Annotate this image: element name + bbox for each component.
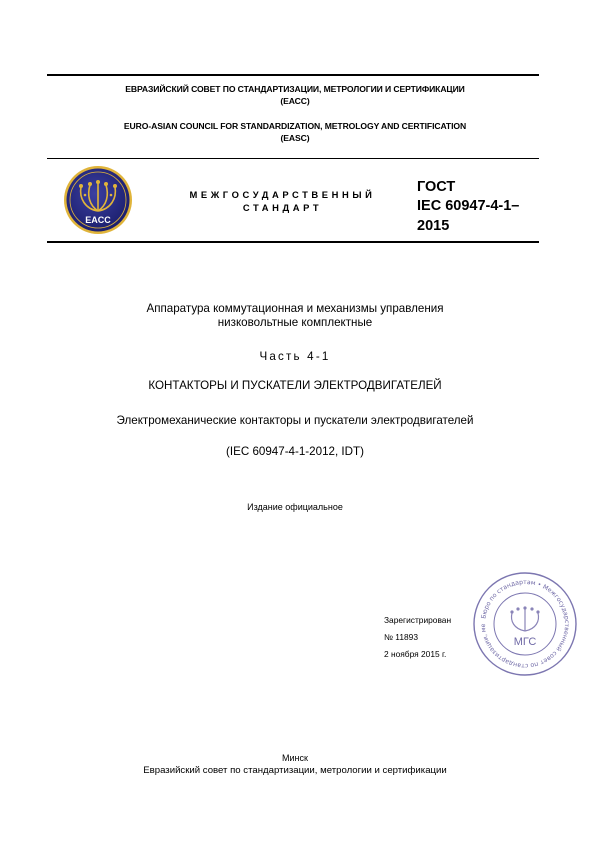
footer-city: Минск — [282, 753, 308, 763]
header-bottom-rule — [47, 241, 539, 243]
title-line2: низковольтные комплектные — [217, 316, 373, 329]
gost-number-line2: 2015 — [417, 218, 450, 234]
registration-label: Зарегистрирован — [384, 615, 452, 625]
stamp-seal-icon — [470, 569, 580, 679]
registration-date: 2 ноября 2015 г. — [384, 649, 447, 659]
registration-number: № 11893 — [384, 632, 418, 642]
title-iec-ref: (IEC 60947-4-1-2012, IDT) — [226, 445, 364, 458]
logo-label: EACC — [85, 215, 111, 225]
gost-label: ГОСТ — [417, 179, 456, 195]
eacc-logo-icon — [63, 165, 133, 235]
title-part: Часть 4-1 — [259, 350, 331, 363]
gost-number-line1: IEC 60947-4-1– — [417, 198, 520, 214]
footer-publisher: Евразийский совет по стандартизации, метрологии и сертификации — [143, 765, 447, 776]
title-main: КОНТАКТОРЫ И ПУСКАТЕЛИ ЭЛЕКТРОДВИГАТЕЛЕЙ — [148, 379, 442, 392]
top-rule — [47, 74, 539, 76]
council-ru-abbr: (ЕАСС) — [280, 96, 310, 106]
standard-type-line2: СТАНДАРТ — [242, 202, 323, 213]
title-subtitle: Электромеханические контакторы и пускатели электродвигателей — [116, 414, 474, 427]
council-ru-name: ЕВРАЗИЙСКИЙ СОВЕТ ПО СТАНДАРТИЗАЦИИ, МЕТРОЛОГИИ И СЕРТИФИКАЦИИ — [125, 84, 465, 94]
stamp-center-label: МГС — [513, 636, 537, 648]
eacc-logo — [63, 165, 133, 235]
title-line1: Аппаратура коммутационная и механизмы управления — [146, 302, 444, 315]
edition-label: Издание официальное — [247, 502, 343, 512]
registration-stamp — [470, 569, 580, 679]
stamp-ring-text: Бюро по стандартам • Межгосударственный совет по стандартизации, ме — [479, 578, 571, 670]
council-en-abbr: (EASC) — [280, 133, 310, 143]
council-en-name: EURO-ASIAN COUNCIL FOR STANDARDIZATION, METROLOGY AND CERTIFICATION — [123, 121, 467, 131]
header-divider — [47, 158, 539, 159]
standard-type-line1: МЕЖГОСУДАРСТВЕННЫЙ — [189, 189, 376, 200]
